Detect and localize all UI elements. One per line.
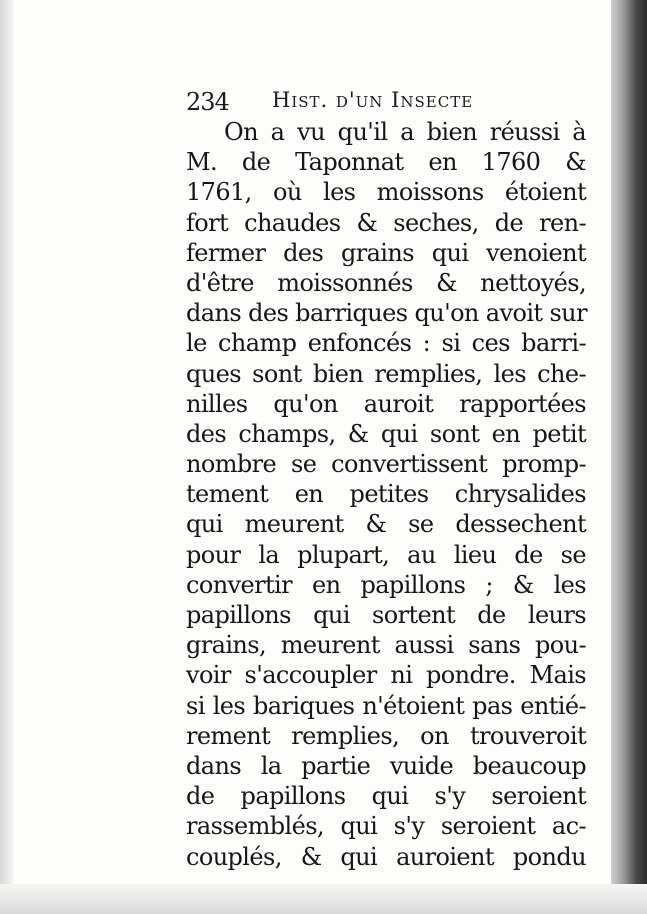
text-line: rement remplies, on trouveroit: [186, 721, 586, 750]
text-line: dans des barriques qu'on avoit sur: [186, 299, 587, 328]
text-line: de papillons qui s'y seroient: [186, 782, 586, 811]
text-line: convertir en papillons ; & les: [186, 570, 586, 599]
body-text: [186, 117, 586, 872]
text-line: des champs, & qui sont en petit: [186, 419, 586, 448]
text-line: d'être moissonnés & nettoyés,: [186, 268, 586, 297]
text-line: fermer des grains qui venoient: [186, 238, 586, 267]
text-line: si les bariques n'étoient pas entié-: [186, 691, 586, 720]
text-line: On a vu qu'il a bien réussi à: [224, 118, 586, 146]
text-line: 1761, où les moissons étoient: [186, 178, 586, 207]
text-line: couplés, & qui auroient pondu: [186, 842, 586, 871]
page-left-edge: [0, 0, 14, 914]
text-line: grains, meurent aussi sans pou-: [186, 631, 586, 660]
text-line: nombre se convertissent promp-: [186, 450, 586, 479]
page-header: [186, 88, 586, 118]
text-line: qui meurent & se dessechent: [186, 510, 586, 539]
page-bottom-edge: [0, 884, 647, 914]
text-line: ques sont bien remplies, les che-: [186, 359, 586, 388]
running-title: Hist. d'un Insecte: [272, 88, 474, 112]
text-line: voir s'accoupler ni pondre. Mais: [186, 661, 586, 690]
text-line: nilles qu'on auroit rapportées: [186, 389, 586, 418]
page-number: 234: [186, 88, 229, 116]
text-line: M. de Taponnat en 1760 &: [186, 148, 586, 177]
text-line: fort chaudes & seches, de ren-: [186, 208, 586, 237]
text-line: pour la plupart, au lieu de se: [186, 540, 586, 569]
text-line: dans la partie vuide beaucoup: [186, 751, 586, 780]
text-line: rassemblés, qui s'y seroient ac-: [186, 812, 586, 841]
text-line: tement en petites chrysalides: [186, 480, 586, 509]
text-line: le champ enfoncés : si ces barri-: [186, 329, 586, 358]
text-line: papillons qui sortent de leurs: [186, 601, 586, 629]
page-right-edge-shadow: [611, 0, 647, 914]
